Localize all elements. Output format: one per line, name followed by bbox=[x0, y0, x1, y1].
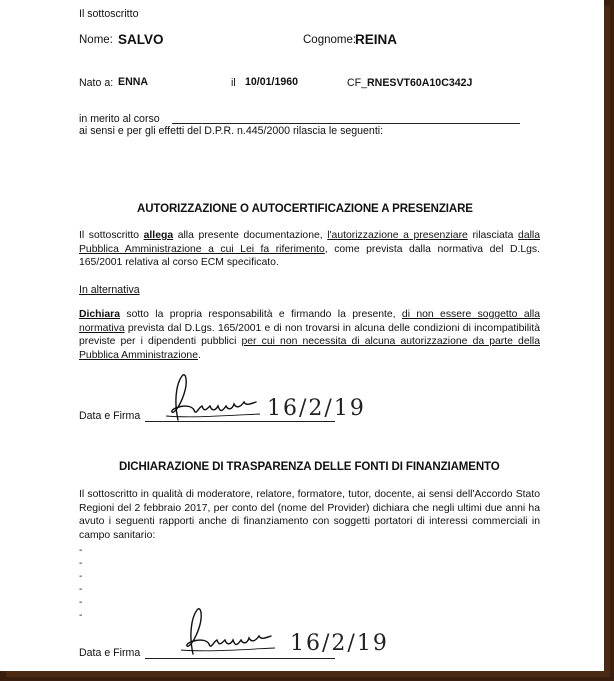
nato-value: ENNA bbox=[118, 76, 149, 88]
interest-item: - bbox=[79, 571, 83, 582]
section2-title: DICHIARAZIONE DI TRASPARENZA DELLE FONTI DI FINANZIAMENTO bbox=[119, 461, 500, 473]
firma2-date: 16/2/19 bbox=[290, 631, 389, 656]
nato-label: Nato a: bbox=[79, 77, 114, 89]
interest-item: - bbox=[79, 597, 83, 608]
nome-value: SALVO bbox=[118, 32, 164, 47]
birth-date: 10/01/1960 bbox=[245, 76, 299, 88]
section1-paragraph1 bbox=[79, 229, 540, 270]
dpr-text: ai sensi e per gli effetti del D.P.R. n.445/2000 rilascia le seguenti: bbox=[79, 125, 384, 137]
p2-text-a: sotto la propria responsabilità e firmando la presente, bbox=[120, 309, 402, 320]
p2-text-c: . bbox=[197, 349, 201, 361]
firma1-label: Data e Firma bbox=[79, 410, 141, 422]
alternativa-label: In alternativa bbox=[79, 284, 140, 296]
section1-title: AUTORIZZAZIONE O AUTOCERTIFICAZIONE A PRESENZIARE bbox=[137, 203, 473, 215]
firma2-label: Data e Firma bbox=[79, 647, 141, 659]
cognome-value: REINA bbox=[355, 32, 398, 47]
p1-allega: allega bbox=[143, 230, 174, 241]
p1-text-b: alla presente documentazione, bbox=[173, 230, 328, 241]
nome-label: Nome: bbox=[79, 34, 113, 46]
p2-dichiara: Dichiara bbox=[79, 309, 121, 320]
corso-line bbox=[172, 123, 520, 124]
cf-prefix: CF_ bbox=[347, 77, 368, 89]
cf-field bbox=[347, 77, 472, 91]
p1-text-d: , come prevista dalla normativa del D.Lgs. 165/2001 relativa al corso ECM specificato. bbox=[79, 243, 540, 269]
p1-autorizzazione: l'autorizzazione a presenziare bbox=[327, 230, 468, 241]
interest-item: - bbox=[79, 584, 83, 595]
interest-item: - bbox=[79, 545, 83, 556]
p1-text-c: rilasciata bbox=[467, 230, 519, 241]
interest-item: - bbox=[79, 558, 83, 569]
p2-non-soggetto: di non essere soggetto alla normativa bbox=[79, 309, 540, 334]
cognome-label: Cognome: bbox=[303, 34, 357, 46]
p2-per-cui: per cui non necessita di alcuna autorizzazione da parte della Pubblica Amministrazione bbox=[79, 336, 540, 361]
sottoscritto-label: Il sottoscritto bbox=[79, 8, 139, 20]
section2-paragraph: Il sottoscritto in qualità di moderatore, relatore, formatore, tutor, docente, ai sensi dell'Accordo Stato Regioni del 2 febbraio 2017, per conto del (nome del Provider) dichiara che negli ultimi due anni ha avuto i seguenti rapporti anche di finanziamento con soggetti portatori di interessi commerciali in campo sanitario: bbox=[79, 489, 540, 541]
p1-pubblica: dalla Pubblica Amministrazione a cui Lei fa riferimento bbox=[79, 230, 541, 255]
section1-paragraph2 bbox=[79, 308, 540, 362]
cf-value: RNESVT60A10C342J bbox=[367, 77, 473, 89]
p2-text-b: prevista dal D.Lgs. 165/2001 e di non trovarsi in alcuna delle condizioni di incompatibilità previste per i dipendenti pubblici bbox=[79, 322, 540, 348]
interest-item: - bbox=[79, 610, 83, 621]
il-label: il bbox=[231, 77, 236, 89]
p1-text-a: Il sottoscritto bbox=[79, 230, 144, 241]
signature-1 bbox=[160, 372, 270, 426]
corso-label: in merito al corso bbox=[79, 113, 160, 125]
signature-2 bbox=[175, 606, 285, 660]
firma1-date: 16/2/19 bbox=[267, 396, 366, 421]
